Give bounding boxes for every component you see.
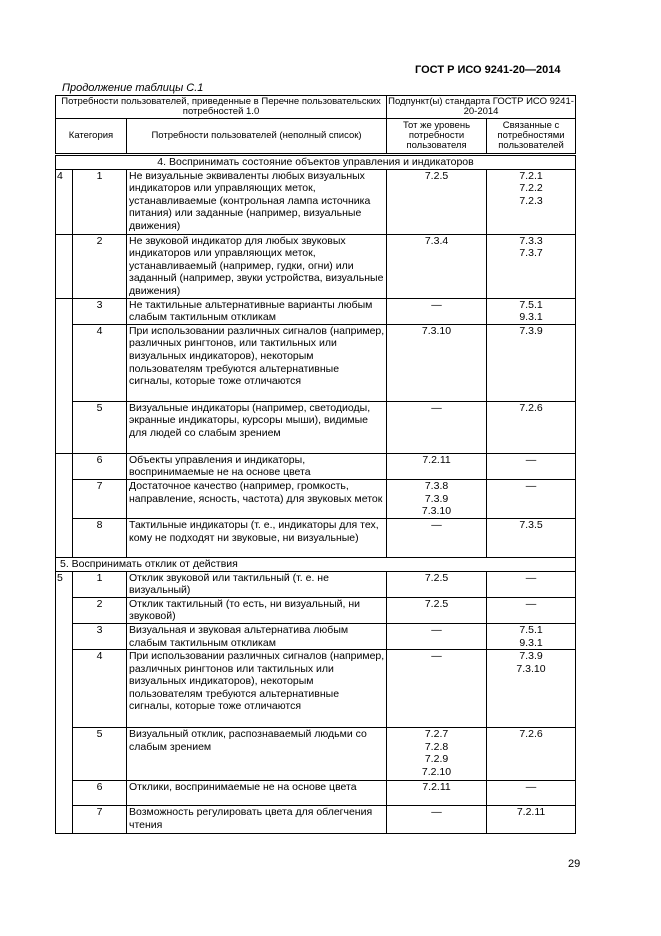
need-text: Возможность регулировать цвета для облегчения чтения: [127, 806, 387, 834]
clause-ref: —: [387, 623, 487, 649]
need-text: Визуальная и звуковая альтернатива любым слабым тактильным откликам: [127, 623, 387, 649]
need-number: 1: [73, 571, 127, 597]
need-text: Достаточное качество (например, громкость, направление, ясность, частота) для звуковых меток: [127, 479, 387, 518]
table-row: [56, 298, 576, 324]
table-row: [56, 650, 576, 728]
need-text: При использовании различных сигналов (например, различных рингтонов, или тактильных или визуальных индикаторов), некоторым пользователям требуются альтернативные сигналы, которые тоже отличаются: [127, 324, 387, 401]
need-text: Визуальный отклик, распознаваемый людьми со слабым зрением: [127, 728, 387, 781]
related-ref: 7.3.9: [487, 324, 576, 401]
table-row: [56, 571, 576, 597]
need-number: 2: [73, 597, 127, 623]
related-ref: —: [487, 453, 576, 479]
header-category: Категория: [56, 119, 127, 155]
clause-ref: —: [387, 518, 487, 557]
related-ref: —: [487, 479, 576, 518]
need-text: Отклик тактильный (то есть, ни визуальный, ни звуковой): [127, 597, 387, 623]
related-ref: 7.5.1 9.3.1: [487, 623, 576, 649]
table-row: [56, 597, 576, 623]
category-number: 4: [56, 169, 73, 234]
need-number: 6: [73, 453, 127, 479]
table-row: [56, 401, 576, 453]
need-text: Не звуковой индикатор для любых звуковых индикаторов или управляющих меток, устанавливаемый (например, гудки, огни) или заданный (например, звуки устройства, визуальные движения): [127, 234, 387, 298]
need-number: 8: [73, 518, 127, 557]
table-row: [56, 806, 576, 834]
section-title: 5. Воспринимать отклик от действия: [56, 557, 576, 571]
header-group-left: Потребности пользователей, приведенные в Перечне пользовательских потребностей 1.0: [56, 96, 387, 119]
need-number: 5: [73, 728, 127, 781]
need-text: Визуальные индикаторы (например, светодиоды, экранные индикаторы, курсоры мыши), видимые для людей со слабым зрением: [127, 401, 387, 453]
clause-ref: 7.3.8 7.3.9 7.3.10: [387, 479, 487, 518]
need-text: Объекты управления и индикаторы, воспринимаемые не на основе цвета: [127, 453, 387, 479]
clause-ref: 7.2.11: [387, 781, 487, 806]
need-number: 7: [73, 479, 127, 518]
related-ref: —: [487, 597, 576, 623]
need-text: При использовании различных сигналов (например, различных рингтонов или тактильных или визуальных индикаторов), некоторым пользователям требуются альтернативные сигналы, которые тоже отличаются: [127, 650, 387, 728]
related-ref: 7.2.1 7.2.2 7.2.3: [487, 169, 576, 234]
related-ref: —: [487, 571, 576, 597]
header-group-right: Подпункт(ы) стандарта ГОСТР ИСО 9241-20-2014: [388, 96, 574, 117]
need-number: 2: [73, 234, 127, 298]
clause-ref: 7.2.7 7.2.8 7.2.9 7.2.10: [387, 728, 487, 781]
header-same-level: Тот же уровень потребности пользователя: [387, 119, 487, 155]
clause-ref: 7.2.5: [387, 597, 487, 623]
related-ref: 7.2.6: [487, 401, 576, 453]
need-number: 6: [73, 781, 127, 806]
clause-ref: 7.3.10: [387, 324, 487, 401]
clause-ref: —: [387, 650, 487, 728]
need-text: Тактильные индикаторы (т. е., индикаторы для тех, кому не подходят ни звуковые, ни визуальные): [127, 518, 387, 557]
related-ref: 7.2.11: [487, 806, 576, 834]
related-ref: 7.3.9 7.3.10: [487, 650, 576, 728]
need-number: 5: [73, 401, 127, 453]
clause-ref: 7.2.5: [387, 169, 487, 234]
clause-ref: —: [387, 298, 487, 324]
table-row: [56, 623, 576, 649]
header-related: Связанные с потребностями пользователей: [487, 119, 576, 155]
need-text: Отклик звуковой или тактильный (т. е. не визуальный): [127, 571, 387, 597]
need-text: Не тактильные альтернативные варианты любым слабым тактильным откликам: [127, 298, 387, 324]
table-row: [56, 453, 576, 479]
page-number: 29: [568, 858, 581, 870]
header-needs: Потребности пользователей (неполный список): [127, 119, 387, 155]
clause-ref: —: [387, 401, 487, 453]
table-row: [56, 234, 576, 298]
need-number: 4: [73, 324, 127, 401]
need-number: 4: [73, 650, 127, 728]
table-row: [56, 324, 576, 401]
need-number: 7: [73, 806, 127, 834]
category-number: 5: [56, 571, 73, 597]
clause-ref: —: [387, 806, 487, 834]
need-number: 3: [73, 623, 127, 649]
table-row: [56, 518, 576, 557]
section-title: 4. Воспринимать состояние объектов управления и индикаторов: [56, 155, 576, 170]
table-row: [56, 781, 576, 806]
document-header: ГОСТ Р ИСО 9241-20—2014: [415, 64, 561, 76]
need-text: Отклики, воспринимаемые не на основе цвета: [127, 781, 387, 806]
related-ref: 7.2.6: [487, 728, 576, 781]
clause-ref: 7.3.4: [387, 234, 487, 298]
related-ref: 7.3.5: [487, 518, 576, 557]
table-row: [56, 479, 576, 518]
table-row: [56, 169, 576, 234]
need-number: 3: [73, 298, 127, 324]
need-text: Не визуальные эквиваленты любых визуальных индикаторов или управляющих меток, устанавливаемые (контрольная лампа источника питания) или заданные (например, визуальные движения): [127, 169, 387, 234]
need-number: 1: [73, 169, 127, 234]
clause-ref: 7.2.5: [387, 571, 487, 597]
related-ref: 7.5.1 9.3.1: [487, 298, 576, 324]
clause-ref: 7.2.11: [387, 453, 487, 479]
table-continuation-label: Продолжение таблицы С.1: [62, 82, 204, 94]
table-row: [56, 728, 576, 781]
related-ref: 7.3.3 7.3.7: [487, 234, 576, 298]
related-ref: —: [487, 781, 576, 806]
user-needs-table: [55, 95, 576, 834]
